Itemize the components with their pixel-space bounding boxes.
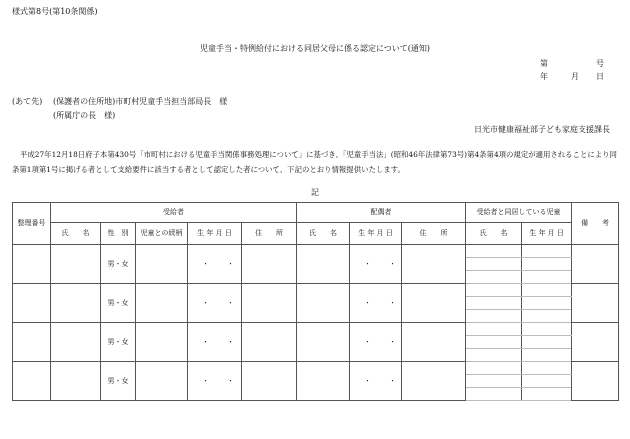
cell-biko: [572, 323, 619, 362]
header-biko: 備 考: [572, 203, 619, 245]
header-dokyo-seinengappi: 生 年 月 日: [522, 223, 572, 245]
record-row: [13, 323, 619, 336]
cell-haigu-seinengappi: [350, 284, 415, 323]
cell-dokyo-seinengappi: [522, 336, 572, 349]
cell-dokyo-seinengappi: [522, 258, 572, 271]
addressee-prefix: (あて先): [12, 97, 43, 106]
document-title: 児童手当・特例給付における同居父母に係る認定について(通知): [199, 44, 431, 53]
cell-seiri: [13, 323, 51, 362]
cell-dokyo-seinengappi: [522, 349, 572, 362]
header-haigu: 配偶者: [297, 203, 466, 223]
cell-dokyo-shimei: [466, 297, 522, 310]
body-text: 平成27年12月18日府子本第430号「市町村における児童手当関係事務処理について」に基づき、「児童手当法」(昭和46年法律第73号)第4条第4項の規定が適用されることにより同条第1項第1号に掲げる者として支給要件に該当する者として認定した者について、下記のとおり情報提供いたします。: [12, 150, 617, 174]
form-number: 様式第8号(第10条関係): [12, 7, 98, 16]
header-dokyo-shimei: 氏 名: [466, 223, 522, 245]
cell-jukyu-seinengappi: [188, 323, 252, 362]
cell-biko: [572, 245, 619, 284]
header-haigu-seinengappi: 生 年 月 日: [350, 223, 402, 245]
info-table: [12, 202, 619, 401]
cell-jukyu-shimei: [51, 284, 101, 323]
cell-haigu-seinengappi: [350, 323, 415, 362]
day-label: 日: [596, 72, 604, 81]
cell-haigu-shimei: [297, 362, 350, 401]
header-jukyu: 受給者: [51, 203, 297, 223]
cell-haigu-shimei: [297, 245, 350, 284]
cell-dokyo-shimei: [466, 362, 522, 375]
header-haigu-shimei: 氏 名: [297, 223, 350, 245]
cell-jukyu-seibetsu: [101, 362, 136, 401]
number-label: 第: [540, 59, 548, 68]
cell-dokyo-seinengappi: [522, 271, 572, 284]
cell-dokyo-seinengappi: [522, 310, 572, 323]
cell-seiri: [13, 284, 51, 323]
cell-jukyu-seinengappi-value: ・・: [202, 337, 252, 346]
month-label: 月: [571, 72, 579, 81]
cell-jukyu-seinengappi-value: ・・: [202, 259, 252, 268]
year-label: 年: [540, 72, 548, 81]
cell-jukyu-seinengappi: [188, 284, 252, 323]
sender: 日光市健康福祉部子ども家庭支援課長: [474, 125, 610, 134]
number-suffix: 号: [596, 59, 604, 68]
ki-heading: 記: [311, 188, 319, 197]
cell-dokyo-shimei: [466, 310, 522, 323]
cell-jukyu-seibetsu-value: 男・女: [107, 337, 129, 346]
cell-dokyo-seinengappi: [522, 245, 572, 258]
cell-dokyo-seinengappi: [522, 362, 572, 375]
cell-haigu-seinengappi-value: ・・: [364, 337, 415, 346]
cell-dokyo-shimei: [466, 388, 522, 401]
cell-jukyu-seibetsu: [101, 323, 136, 362]
cell-dokyo-seinengappi: [522, 375, 572, 388]
header-jukyu-seibetsu: 性 別: [101, 223, 136, 245]
cell-jukyu-zokugara: [136, 245, 188, 284]
addressee-line1: (保護者の住所地)市町村児童手当担当部局長 様: [53, 97, 228, 106]
record-row: [13, 245, 619, 258]
cell-dokyo-seinengappi: [522, 284, 572, 297]
cell-haigu-seinengappi-value: ・・: [364, 298, 415, 307]
cell-jukyu-shimei: [51, 362, 101, 401]
table-header-row-2: [13, 223, 619, 245]
cell-haigu-shimei: [297, 323, 350, 362]
cell-jukyu-zokugara: [136, 323, 188, 362]
header-jukyu-shimei: 氏 名: [51, 223, 101, 245]
cell-dokyo-shimei: [466, 271, 522, 284]
cell-haigu-seinengappi-value: ・・: [364, 259, 415, 268]
cell-dokyo-shimei: [466, 375, 522, 388]
cell-haigu-seinengappi: [350, 245, 415, 284]
header-jukyu-zokugara: 児童との続柄: [136, 223, 188, 245]
cell-jukyu-seinengappi-value: ・・: [202, 376, 252, 385]
cell-dokyo-shimei: [466, 284, 522, 297]
cell-dokyo-shimei: [466, 258, 522, 271]
cell-jukyu-seinengappi: [188, 245, 252, 284]
header-haigu-jusho: 住 所: [402, 223, 466, 245]
cell-biko: [572, 362, 619, 401]
header-jukyu-seinengappi: 生 年 月 日: [188, 223, 242, 245]
header-seiri: 整理番号: [13, 203, 51, 245]
cell-jukyu-zokugara: [136, 362, 188, 401]
cell-dokyo-shimei: [466, 245, 522, 258]
cell-dokyo-shimei: [466, 349, 522, 362]
cell-dokyo-shimei: [466, 323, 522, 336]
cell-dokyo-shimei: [466, 336, 522, 349]
record-row: [13, 284, 619, 297]
cell-jukyu-zokugara: [136, 284, 188, 323]
cell-jukyu-seibetsu-value: 男・女: [107, 298, 129, 307]
cell-biko: [572, 284, 619, 323]
table-header-row-1: [13, 203, 619, 223]
cell-seiri: [13, 362, 51, 401]
cell-dokyo-seinengappi: [522, 323, 572, 336]
cell-jukyu-seibetsu: [101, 284, 136, 323]
cell-jukyu-seinengappi-value: ・・: [202, 298, 252, 307]
cell-jukyu-seibetsu: [101, 245, 136, 284]
cell-haigu-shimei: [297, 284, 350, 323]
cell-haigu-seinengappi-value: ・・: [364, 376, 415, 385]
cell-jukyu-shimei: [51, 323, 101, 362]
header-dokyo: 受給者と同居している児童: [466, 203, 572, 223]
cell-jukyu-seinengappi: [188, 362, 252, 401]
cell-jukyu-seibetsu-value: 男・女: [107, 376, 129, 385]
cell-seiri: [13, 245, 51, 284]
addressee-line2: (所属庁の長 様): [53, 111, 116, 120]
cell-haigu-seinengappi: [350, 362, 415, 401]
cell-jukyu-seibetsu-value: 男・女: [107, 259, 129, 268]
cell-dokyo-seinengappi: [522, 388, 572, 401]
cell-jukyu-shimei: [51, 245, 101, 284]
record-row: [13, 362, 619, 375]
cell-dokyo-seinengappi: [522, 297, 572, 310]
header-jukyu-jusho: 住 所: [242, 223, 297, 245]
